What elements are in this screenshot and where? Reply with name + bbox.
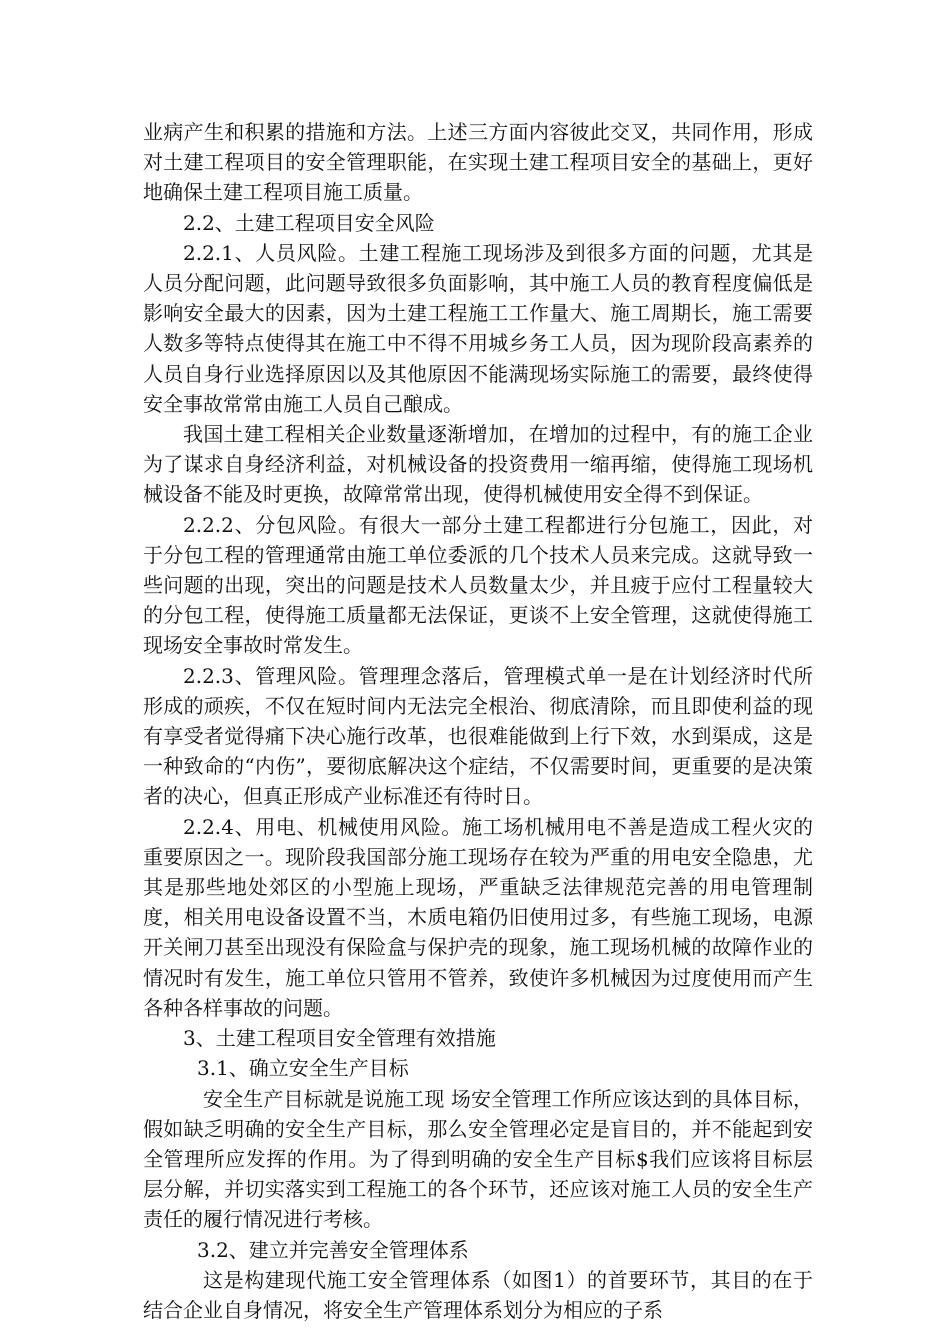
paragraph-machinery-investment: 我国土建工程相关企业数量逐渐增加，在增加的过程中，有的施工企业为了谋求自身经济利益，对机械设备的投资费用一缩再缩，使得施工现场机械设备不能及时更换，故障常常出现，使得机械使用安全得不到保证。	[143, 422, 813, 507]
paragraph-3-2-management-system: 这是构建现代施工安全管理体系（如图1）的首要环节，其目的在于结合企业自身情况，将安全生产管理体系划分为相应的子系	[143, 1267, 813, 1322]
paragraph-2-2-3-management-risk: 2.2.3、管理风险。管理理念落后，管理模式单一是在计划经济时代所形成的顽疾，不仅在短时间内无法完全根治、彻底清除，而且即使利益的现有享受者觉得痛下决心施行改革，也很难能做到上行下效，水到渠成，这是一种致命的“内伤”，要彻底解决这个症结，不仅需要时间，更重要的是决策者的决心，但真正形成产业标准还有待时日。	[143, 663, 813, 809]
section-heading-3: 3、土建工程项目安全管理有效措施	[183, 1026, 496, 1051]
paragraph-2-2-4-electricity-risk: 2.2.4、用电、机械使用风险。施工场机械用电不善是造成工程火灾的重要原因之一。现阶段我国部分施工现场存在较为严重的用电安全隐患，尤其是那些地处郊区的小型施上现场，严重缺乏法律规范完善的用电管理制度，相关用电设备设置不当，木质电箱仍旧使用过多，有些施工现场，电源开关闸刀甚至出现没有保险盒与保护壳的现象，施工现场机械的故障作业的情况时有发生，施工单位只管用不管养，致使许多机械因为过度使用而产生各种各样事故的问题。	[143, 814, 813, 1020]
paragraph-2-2-1-personnel-risk: 2.2.1、人员风险。土建工程施工现场涉及到很多方面的问题，尤其是人员分配问题，此问题导致很多负面影响，其中施工人员的教育程度偏低是影响安全最大的因素，因为土建工程施工工作量大、施工周期长，施工需要人数多等特点使得其在施工中不得不用城乡务工人员，因为现阶段高素养的人员自身行业选择原因以及其他原因不能满现场实际施工的需要，最终使得安全事故常常由施工人员自己酿成。	[143, 240, 813, 416]
section-heading-3-1: 3.1、确立安全生产目标	[197, 1056, 409, 1081]
paragraph-3-1-safety-goals: 安全生产目标就是说施工现 场安全管理工作所应该达到的具体目标，假如缺乏明确的安全生产目标，那么安全管理必定是盲目的，并不能起到安全管理所应发挥的作用。为了得到明确的安全生产目标$我们应该将目标层层分解，并切实落实到工程施工的各个环节，还应该对施工人员的安全生产责任的履行情况进行考核。	[143, 1086, 813, 1232]
section-heading-3-2: 3.2、建立并完善安全管理体系	[197, 1237, 469, 1262]
document-body	[143, 117, 813, 1325]
paragraph-2-2-2-subcontract-risk: 2.2.2、分包风险。有很大一部分土建工程都进行分包施工，因此，对于分包工程的管理通常由施工单位委派的几个技术人员来完成。这就导致一些问题的出现，突出的问题是技术人员数量太少，并且疲于应付工程量较大的分包工程，使得施工质量都无法保证，更谈不上安全管理，这就使得施工现场安全事故时常发生。	[143, 512, 813, 658]
paragraph-intro-continuation: 业病产生和积累的措施和方法。上述三方面内容彼此交叉，共同作用，形成对土建工程项目的安全管理职能，在实现土建工程项目安全的基础上，更好地确保土建工程项目施工质量。	[143, 120, 813, 205]
section-heading-2-2: 2.2、土建工程项目安全风险	[183, 210, 435, 235]
